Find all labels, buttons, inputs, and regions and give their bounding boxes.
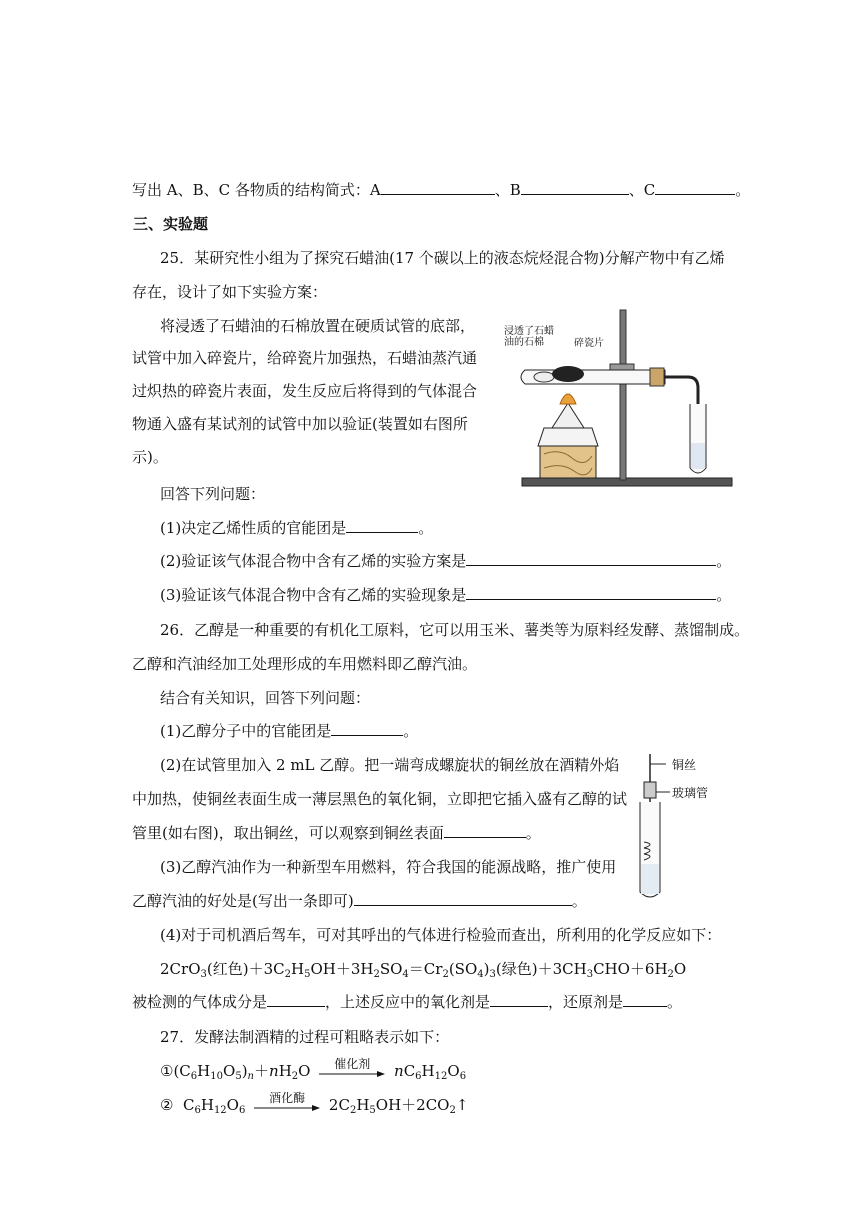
answer-blank-q25-2[interactable] [466,551,716,566]
answer-blank-a[interactable] [381,180,495,195]
answer-blank-q26-3[interactable] [354,891,572,906]
enzyme-arrow: 酒化酶 [254,1096,320,1116]
q26-part4-line3: 被检测的气体成分是 ，上述反应中的氧化剂是 ，还原剂是 。 [132,993,683,1011]
q25-intro-line2: 存在，设计了如下实验方案： [132,283,328,301]
q26-intro-line2: 乙醇和汽油经加工处理形成的车用燃料即乙醇汽油。 [132,655,478,673]
answer-blank-gas[interactable] [267,992,325,1007]
catalyst-arrow: 催化剂 [319,1062,385,1082]
q26-part3-line2: 乙醇汽油的好处是(写出一条即可) 。 [132,892,587,910]
answer-blank-q25-1[interactable] [346,518,418,533]
section-title: 三、实验题 [133,215,209,233]
q25-para-line2: 试管中加入碎瓷片，给碎瓷片加强热，石蜡油蒸汽通 [132,349,478,367]
q25-part3: (3)验证该气体混合物中含有乙烯的实验现象是 。 [160,586,732,604]
q26-prompt: 结合有关知识，回答下列问题： [160,689,371,707]
q26-part2-line3: 管里(如右图)，取出铜丝，可以观察到铜丝表面 。 [132,824,541,842]
answer-blank-oxidant[interactable] [490,992,548,1007]
q25-para-line5: 示)。 [132,448,168,466]
q26-part3-line1: (3)乙醇汽油作为一种新型车用燃料，符合我国的能源战略，推广使用 [160,858,617,876]
q25-para-line1: 将浸透了石蜡油的石棉放置在硬质试管的底部， [160,317,476,335]
figure-label-asbestos: 浸透了石蜡 油的石棉 [504,326,554,348]
copper-wire-test-tube-figure [630,752,740,902]
cracking-apparatus-figure [500,308,740,490]
answer-blank-c[interactable] [655,180,735,195]
reaction-2: ② $C_6H_{12}O_6$ 酒化酶 $2C_2H_5OH+2CO_2↑$ [160,1091,469,1116]
answer-blank-q25-3[interactable] [466,585,716,600]
answer-blank-q26-2[interactable] [444,823,526,838]
q27-intro: 27．发酵法制酒精的过程可粗略表示如下： [160,1028,450,1046]
figure-label-porcelain: 碎瓷片 [574,338,604,349]
q25-part1: (1)决定乙烯性质的官能团是 。 [160,519,434,537]
q26-part1: (1)乙醇分子中的官能团是 。 [160,722,419,740]
figure-label-copper: 铜丝 [672,758,697,772]
q25-para-line4: 物通入盛有某试剂的试管中加以验证(装置如右图所 [132,415,468,433]
q26-intro-line1: 26．乙醇是一种重要的有机化工原料，它可以用玉米、薯类等为原料经发酵、蒸馏制成。 [160,621,750,639]
q26-part2-line1: (2)在试管里加入 2 mL 乙醇。把一端弯成螺旋状的铜丝放在酒精外焰 [160,756,620,774]
q26-part4-line1: (4)对于司机酒后驾车，可对其呼出的气体进行检验而查出，所利用的化学反应如下： [160,926,722,944]
q25-para-line3: 过炽热的碎瓷片表面，发生反应后将得到的气体混合 [132,382,478,400]
reaction-1: $①(C_6H_{10}O_5)_n+nH_2O$ 催化剂 $nC_6H_{12}O_6$ [160,1057,467,1082]
q26-part2-line2: 中加热，使铜丝表面生成一薄层黑色的氧化铜，立即把它插入盛有乙醇的试 [132,790,628,808]
answer-prompt: 回答下列问题： [160,485,266,503]
answer-blank-reductant[interactable] [623,992,667,1007]
answer-blank-b[interactable] [521,180,629,195]
q24-structure-line: 写出 A、B、C 各物质的结构简式：A 、B 、C 。 [132,181,751,199]
chemical-equation: 2CrO$_3$(红色)$+3C_2H_5OH+3H_2SO_4=Cr_2(SO_4)_3$(绿色)$+3CH_3CHO+6H_2O$ [160,960,687,980]
figure-label-glass-tube: 玻璃管 [672,786,709,800]
q25-intro-line1: 25．某研究性小组为了探究石蜡油(17 个碳以上的液态烷烃混合物)分解产物中有乙烯 [160,249,725,267]
answer-blank-q26-1[interactable] [331,721,403,736]
q25-part2: (2)验证该气体混合物中含有乙烯的实验方案是 。 [160,552,732,570]
